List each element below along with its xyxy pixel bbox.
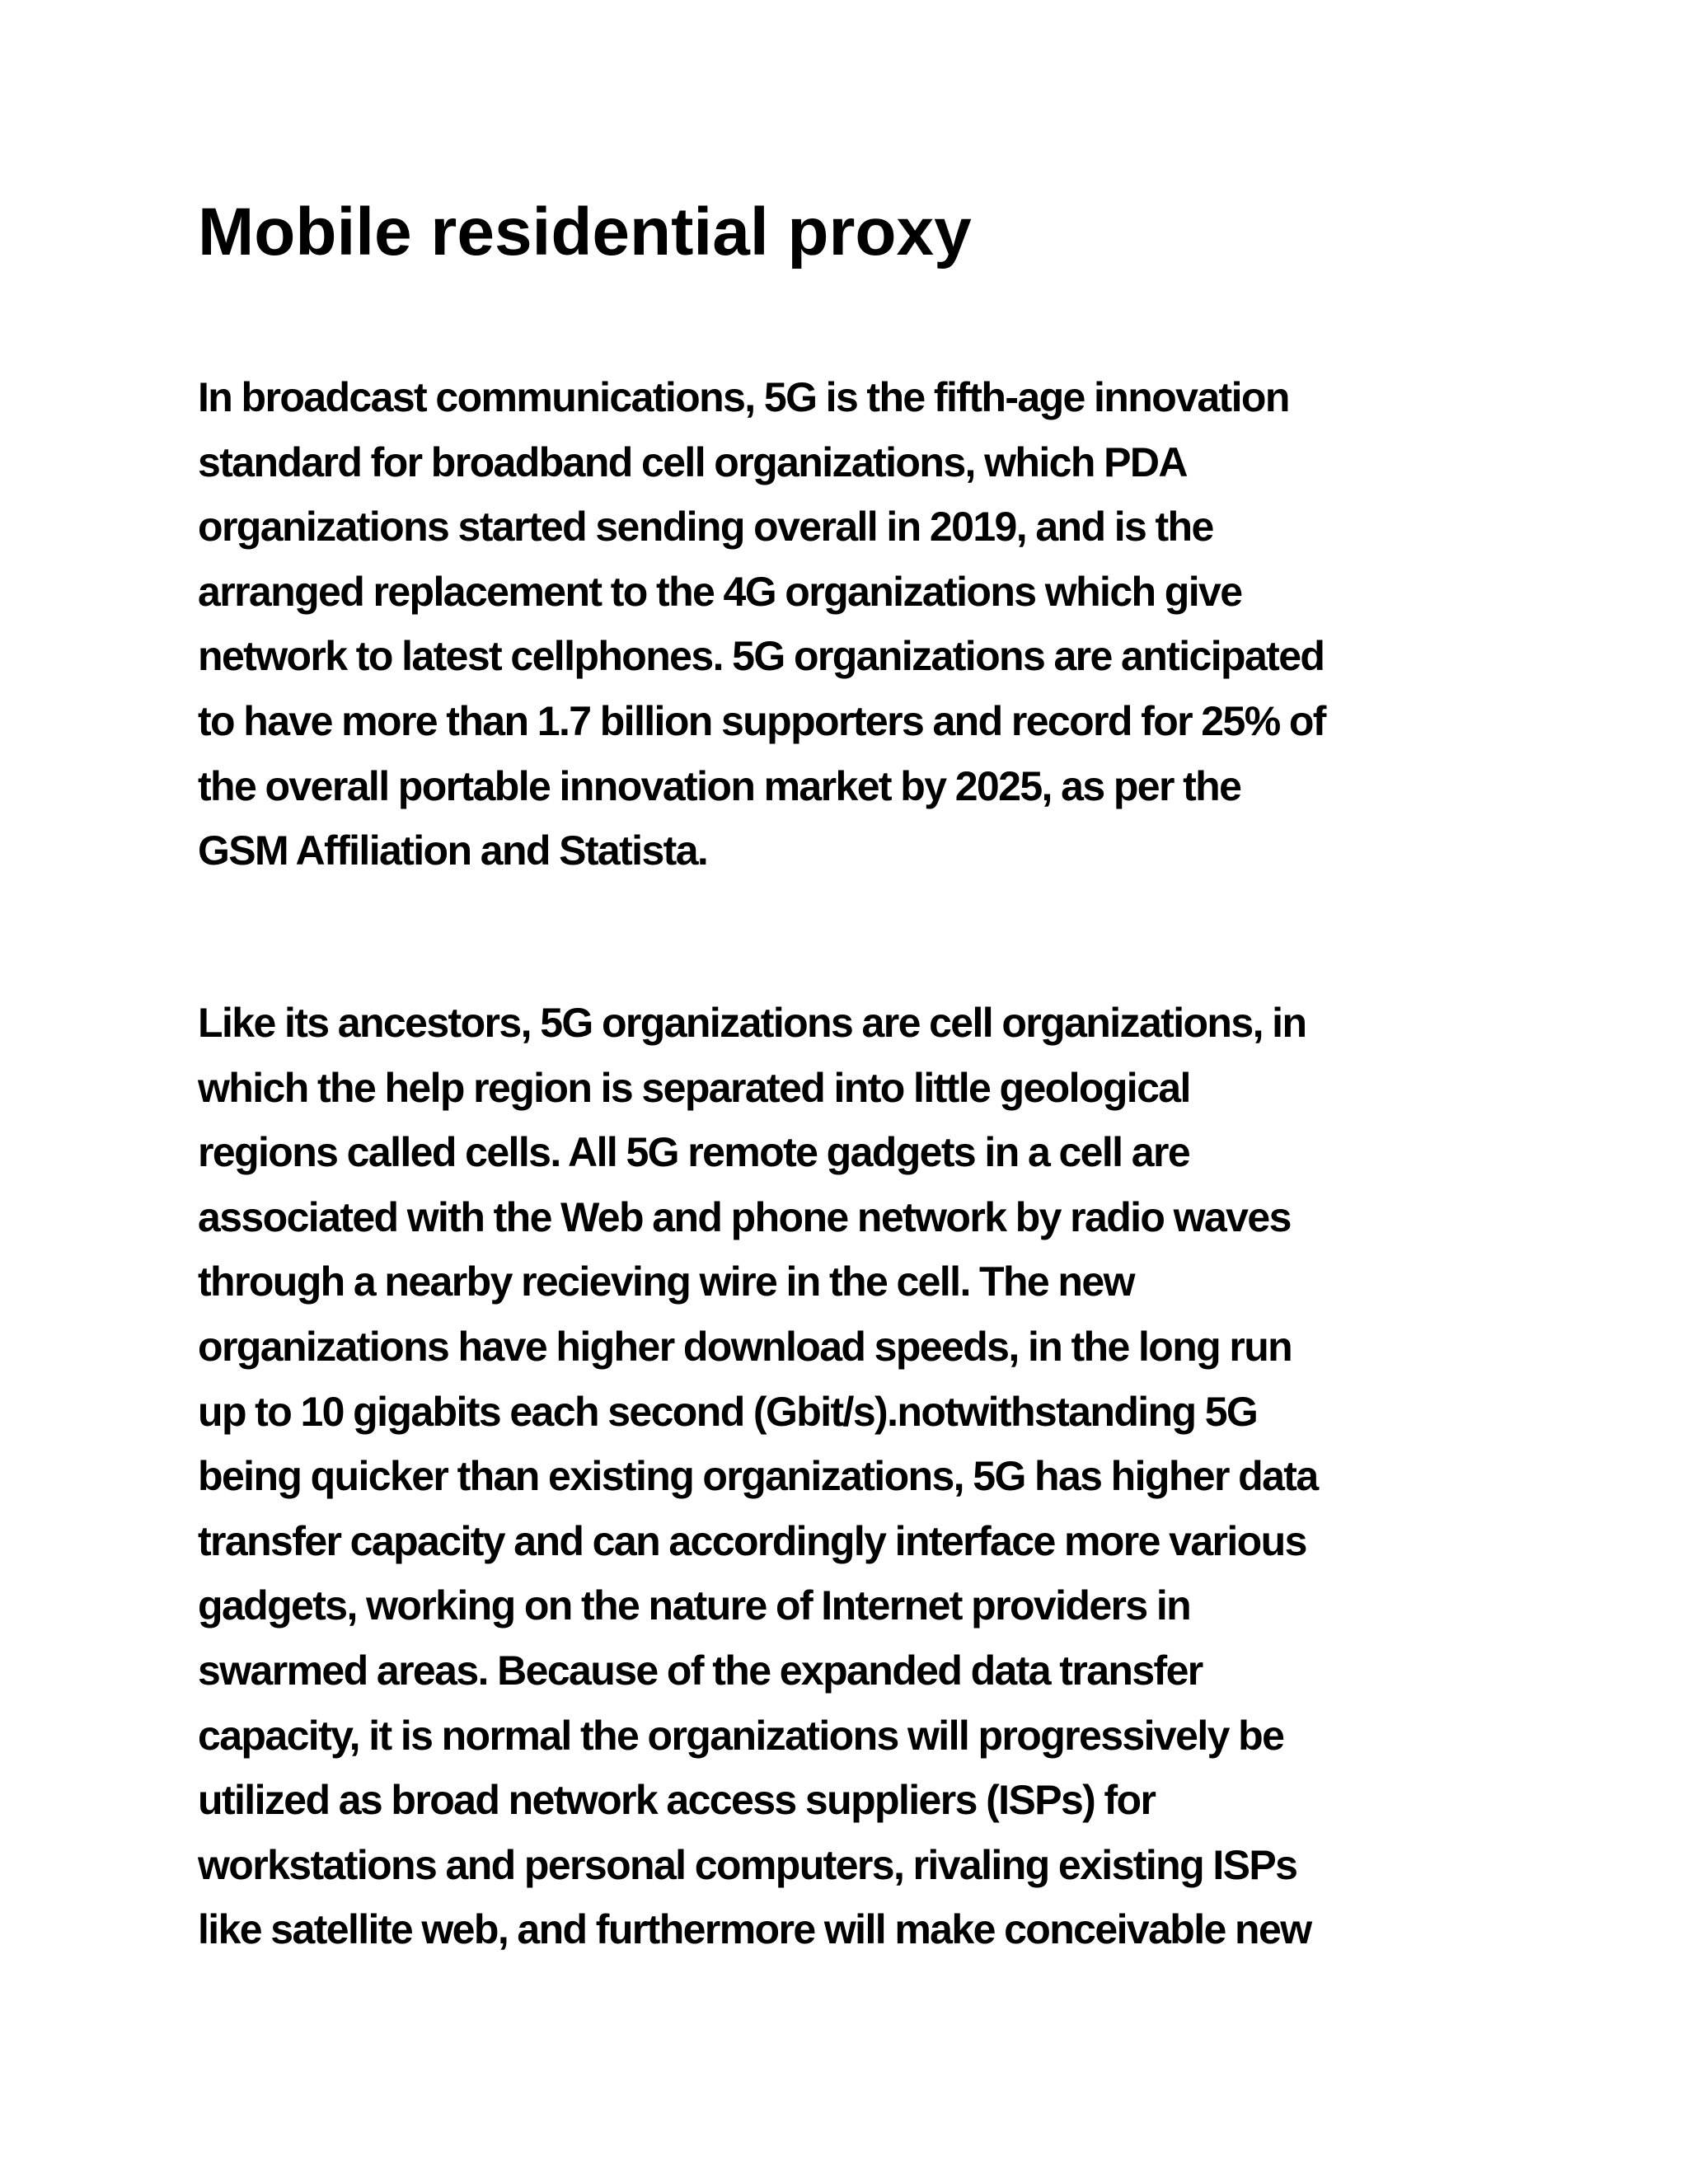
paragraph-line: utilized as broad network access suppliers (ISPs) for (198, 1777, 1156, 1824)
paragraph-1 (198, 365, 1325, 883)
paragraph-line: capacity, it is normal the organizations will progressively be (198, 1712, 1284, 1759)
paragraph-line: like satellite web, and furthermore will make conceivable new (198, 1906, 1311, 1953)
document-title: Mobile residential proxy (198, 194, 972, 269)
paragraph-line: being quicker than existing organizations, 5G has higher data (198, 1453, 1318, 1500)
paragraph-line: In broadcast communications, 5G is the fifth-age innovation (198, 374, 1289, 420)
paragraph-line: Like its ancestors, 5G organizations are cell organizations, in (198, 1000, 1306, 1046)
paragraph-line: gadgets, working on the nature of Internet providers in (198, 1582, 1191, 1629)
paragraph-line: to have more than 1.7 billion supporters and record for 25% of (198, 697, 1325, 744)
paragraph-line: GSM Affiliation and Statista. (198, 827, 708, 874)
paragraph-line: up to 10 gigabits each second (Gbit/s).notwithstanding 5G (198, 1388, 1258, 1435)
paragraph-line: regions called cells. All 5G remote gadgets in a cell are (198, 1129, 1190, 1176)
paragraph-line: transfer capacity and can accordingly interface more various (198, 1517, 1306, 1564)
paragraph-line: workstations and personal computers, rivaling existing ISPs (198, 1841, 1297, 1888)
paragraph-line: arranged replacement to the 4G organizations which give (198, 568, 1242, 615)
paragraph-line: standard for broadband cell organizations, which PDA (198, 438, 1187, 485)
paragraph-line: organizations have higher download speeds, in the long run (198, 1323, 1292, 1370)
paragraph-line: which the help region is separated into little geological (198, 1064, 1190, 1111)
paragraph-line: through a nearby recieving wire in the cell. The new (198, 1258, 1134, 1305)
paragraph-line: the overall portable innovation market by 2025, as per the (198, 762, 1241, 809)
paragraph-line: organizations started sending overall in 2019, and is the (198, 504, 1213, 551)
paragraph-line: associated with the Web and phone network by radio waves (198, 1193, 1291, 1240)
paragraph-2 (198, 991, 1318, 1962)
paragraph-line: network to latest cellphones. 5G organizations are anticipated (198, 633, 1325, 680)
paragraph-line: swarmed areas. Because of the expanded data transfer (198, 1647, 1203, 1694)
